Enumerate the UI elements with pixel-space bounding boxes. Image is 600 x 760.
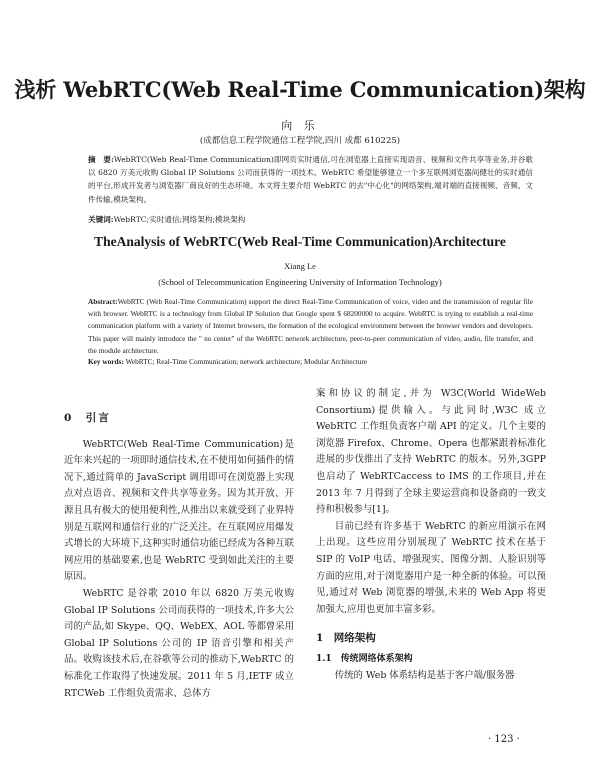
affiliation-en: (School of Telecommunication Engineering University of Information Technology) <box>158 277 442 287</box>
paper-title-cn: 浅析 WebRTC(Web Real-Time Communication)架构 <box>14 77 586 102</box>
keywords-en-label: Key words: <box>88 357 124 366</box>
abstract-cn-text: WebRTC(Web Real-Time Communication)即网页实时通信,可在浏览器上直接实现语音、视频和文件共享等业务,并谷歌以 6820 万美元收购 Global IP Solutions 公司而获得的一项技术。WebRTC 希望能够建立一个多互联网浏览器间健壮的实时通信的平台,形成开发者与浏览器厂商良好的生态环境。本文将主要介绍 WebRTC 的去"中心化"的网络架构,端对端的直接视频、音频、文件传输,模块架构。 <box>88 155 534 204</box>
subsection-heading-traditional-architecture: 1.1 传统网络体系架构 <box>316 653 413 664</box>
affiliation-cn: (成都信息工程学院通信工程学院,四川 成都 610225) <box>199 136 401 146</box>
abstract-en-text: WebRTC (Web Real-Time Communication) support the direct Real-Time Communication of voice, video and the transmission of regular file with browser. WebRTC is a technology from Global IP Solution that Google spent $ 68200000 to acquire. WebRTC is trying to establish a real-time communication platform with a variety of Internet browsers, the formation of the ecological environment between the browser vendors and developers. This paper will mainly introduce the " no center" of the WebRTC network architecture, peer-to-peer communication of video, audio, file transfer, and the module architecture. <box>88 297 533 355</box>
keywords-en-text: WebRTC; Real-Time Communication; network architecture; Modular Architecture <box>125 357 368 366</box>
keywords-cn-label: 关键词: <box>88 215 114 224</box>
abstract-en <box>88 296 533 357</box>
paragraph: WebRTC 是谷歌 2010 年以 6820 万美元收购 Global IP Solutions 公司而获得的一项技术,许多大公司的产品,如 Skype、QQ、WebEX、AOL 等都曾采用 Global IP Solutions 公司的 IP 语音引擎和相关产品。收购该技术后,在谷歌等公司的推动下,WebRTC 的标准化工作取得了快速发展。2011 年 5 月,IETF 成立 RTCWeb 工作组负责需求、总体方 <box>64 587 294 699</box>
keywords-en <box>88 357 533 366</box>
paper-title-en: TheAnalysis of WebRTC(Web Real-Time Communication)Architecture <box>94 234 506 249</box>
left-column <box>64 410 294 702</box>
author-name-en: Xiang Le <box>284 261 316 271</box>
abstract-cn <box>88 153 533 206</box>
author-name-cn: 向 乐 <box>281 119 319 132</box>
abstract-cn-label: 摘 要: <box>88 155 114 164</box>
section-heading-network-architecture: 1 网络架构 <box>316 632 376 645</box>
keywords-cn-text: WebRTC;实时通信;网络架构;模块架构 <box>113 215 246 224</box>
abstract-en-label: Abstract: <box>88 297 118 306</box>
section-heading-introduction: 0 引言 <box>64 412 111 424</box>
keywords-cn <box>88 214 533 226</box>
paragraph: WebRTC(Web Real-Time Communication)是近年来兴起的一项即时通信技术,在不使用如何插件的情况下,通过简单的 JavaScript 调用即可在浏览器上实现点对点语音、视频和文件共享等业务。因为其开放、开源且具有极大的使用便利性,从推出以来就受到了业界特别是互联网和通信行业的广泛关注。在互联网应用爆发式增长的大环境下,这种实时通信功能已经成为各种互联网应用的基础要素,也是 WebRTC 受到如此关注的主要原因。 <box>64 438 294 583</box>
paragraph: 案和协议的制定,并为 W3C(World WideWeb Consortium)提供输入。与此同时,W3C 成立 WebRTC 工作组负责客户端 API 的定义。几个主要的浏览器 Firefox、Chrome、Opera 也都紧跟着标准化进展的步伐推出了支持 WebRTC 的版本。另外,3GPP 也启动了 WebRTCaccess to IMS 的工作项目,并在 2013 年 7 月得到了全球主要运营商和设备商的一致支持和积极参与[1]。 <box>316 388 546 516</box>
right-column <box>316 386 546 684</box>
page-number: · 123 · <box>488 734 520 745</box>
paragraph: 传统的 Web 体系结构是基于客户端/服务器 <box>334 669 515 681</box>
paragraph: 目前已经有许多基于 WebRTC 的新应用演示在网上出现。这些应用分别展现了 WebRTC 技术在基于 SIP 的 VoIP 电话、增强现实、图像分割、人脸识别等方面的应用,对于浏览器用户是一种全新的体验。可以预见,通过对 Web 浏览器的增强,未来的 Web App 将更加强大,应用也更加丰富多彩。 <box>316 520 546 615</box>
